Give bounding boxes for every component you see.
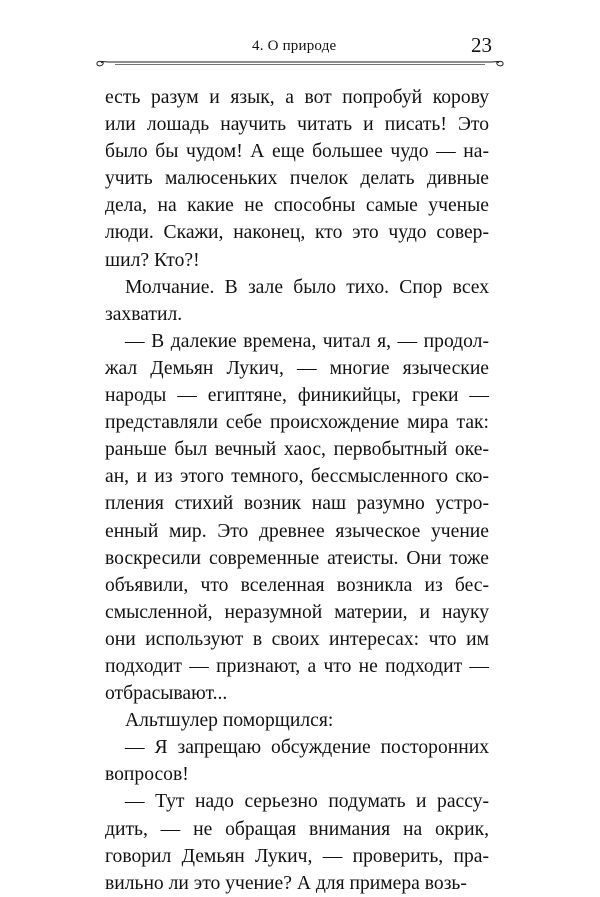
text-line: захватил. [105, 303, 183, 325]
text-line: объявили, что вселенная возникла из бес- [105, 574, 489, 596]
text-line: вопросов! [105, 764, 189, 786]
text-line: — Тут надо серьезно подумать и рассу- [125, 791, 489, 813]
text-line: — Я запрещаю обсуждение посторонних [125, 737, 489, 759]
ornamental-rule-icon [93, 56, 507, 70]
text-line: отбрасывают... [105, 683, 228, 705]
text-line: дела, на какие не способны самые ученые [105, 195, 489, 217]
text-line: смысленной, неразумной материи, и науку [105, 601, 489, 623]
text-line: есть разум и язык, а вот попробуй корову [105, 87, 489, 108]
text-line: Молчание. В зале было тихо. Спор всех [125, 276, 489, 298]
text-line: подходит — признают, а что не подходит — [105, 655, 489, 677]
text-line: пления стихий возник наш разумно устро- [105, 493, 489, 515]
body-text [105, 84, 489, 897]
text-line: учить малюсеньких пчелок делать дивные [105, 168, 489, 190]
paragraph [105, 274, 489, 328]
paragraph [105, 328, 489, 707]
text-line: представляли себе происхождение мира так: [105, 412, 489, 434]
text-line: воскресили современные атеисты. Они тоже [105, 547, 489, 569]
text-line: народы — египтяне, финикийцы, греки — [105, 385, 489, 407]
paragraph [105, 788, 489, 896]
text-line: шил? Кто?! [105, 249, 200, 271]
text-line: жал Демьян Лукич, — многие языческие [105, 357, 489, 379]
text-line: они используют в своих интересах: что им [105, 628, 489, 650]
text-line: ан, и из этого темного, бессмысленного ско- [105, 466, 489, 488]
text-line: Альтшулер поморщился: [125, 710, 334, 732]
paragraph [105, 84, 489, 274]
paragraph [105, 734, 489, 788]
text-line: или лошадь научить читать и писать! Это [105, 114, 489, 136]
text-line: говорил Демьян Лукич, — проверить, пра- [105, 845, 489, 867]
text-line: енный мир. Это древнее языческое учение [105, 520, 489, 542]
text-line: было бы чудом! А еще большее чудо — на- [105, 141, 489, 163]
paragraph [105, 707, 489, 734]
text-line: вильно ли это учение? А для примера возь- [105, 872, 467, 894]
text-line: дить, — не обращая внимания на окрик, [105, 818, 489, 840]
chapter-title: 4. О природе [252, 38, 337, 54]
text-line: — В далекие времена, читал я, — продол- [125, 330, 489, 352]
text-line: люди. Скажи, наконец, кто это чудо совер- [105, 222, 489, 244]
page-number: 23 [471, 33, 492, 57]
text-line: раньше был вечный хаос, первобытный оке- [105, 439, 489, 461]
